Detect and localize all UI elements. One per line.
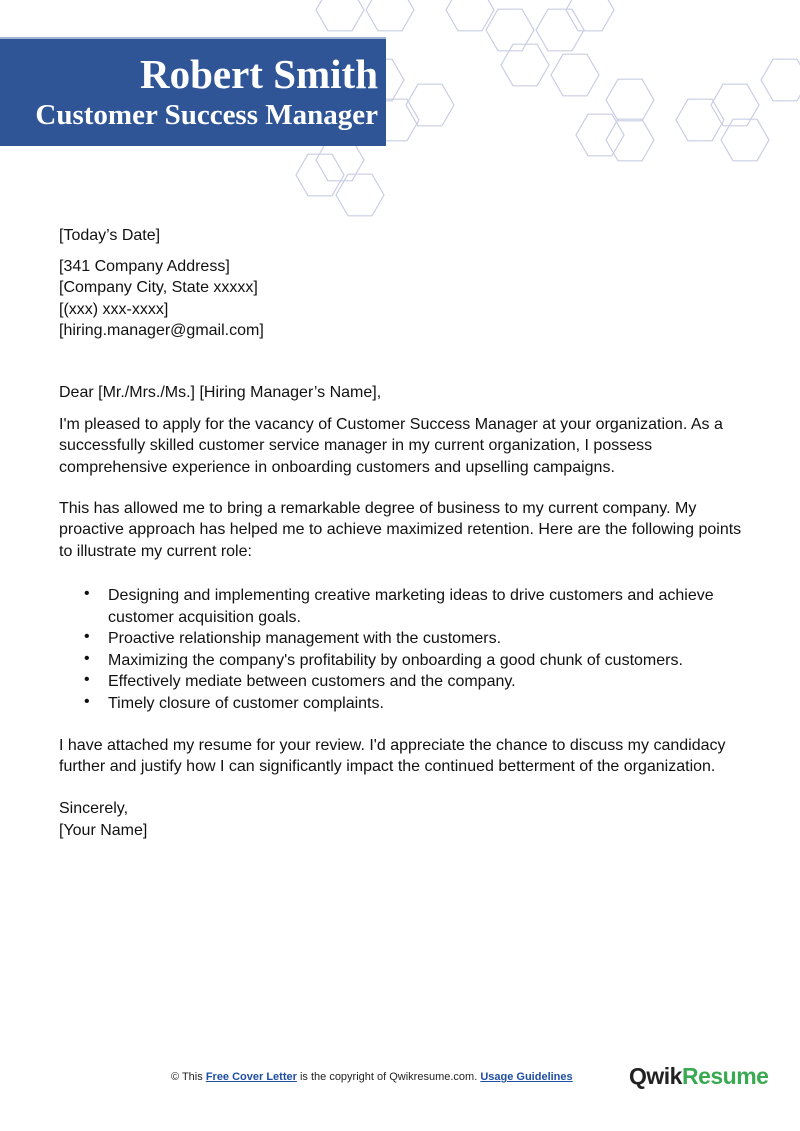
paragraph-line: further and justify how I can significantly impact the continued betterment of the organization. <box>59 758 716 776</box>
bullet-icon: • <box>84 628 90 645</box>
bullet-item: Timely closure of customer complaints. <box>108 694 384 712</box>
address-line: [(xxx) xxx-xxxx] <box>59 300 169 318</box>
bullet-icon: • <box>84 585 90 602</box>
bullet-item: customer acquisition goals. <box>108 608 301 626</box>
hexagon-shape <box>761 59 800 101</box>
hexagon-shape <box>676 99 724 141</box>
bullet-item: Maximizing the company's profitability by onboarding a good chunk of customers. <box>108 651 683 669</box>
qwikresume-logo: QwikResume <box>629 1063 769 1089</box>
free-cover-letter-link[interactable]: Free Cover Letter <box>205 1071 297 1083</box>
bullet-icon: • <box>84 649 90 667</box>
address-line: [341 Company Address] <box>59 258 230 275</box>
bullet-item: Designing and implementing creative marketing ideas to drive customers and achieve <box>108 587 714 604</box>
paragraph-line: I'm pleased to apply for the vacancy of Customer Success Manager at your organization. As a <box>59 416 723 433</box>
paragraph-line: This has allowed me to bring a remarkable degree of business to my current company. My <box>59 500 697 517</box>
signature: [Your Name] <box>59 822 148 839</box>
address-line: [hiring.manager@gmail.com] <box>59 321 264 339</box>
hexagon-shape <box>296 154 344 196</box>
salutation: Dear [Mr./Mrs./Ms.] [Hiring Manager’s Name], <box>59 384 382 401</box>
hexagon-shape <box>606 79 654 121</box>
hexagon-shape <box>566 0 614 31</box>
footer-copyright: © This Free Cover Letter is the copyright of Qwikresume.com. Usage Guidelines <box>171 1071 573 1083</box>
paragraph-line: I have attached my resume for your review. I'd appreciate the chance to discuss my candidacy <box>59 737 726 754</box>
hexagon-shape <box>551 54 599 96</box>
bullet-item: Effectively mediate between customers and the company. <box>108 673 516 690</box>
hexagon-shape <box>446 0 494 31</box>
paragraph-line: successfully skilled customer service manager in my current organization, I possess <box>59 437 653 455</box>
hexagon-shape <box>406 84 454 126</box>
usage-guidelines-link[interactable]: Usage Guidelines <box>480 1071 573 1083</box>
closing: Sincerely, <box>59 800 129 817</box>
date: [Today’s Date] <box>59 227 161 244</box>
hexagon-shape <box>536 9 584 51</box>
job-title: Customer Success Manager <box>35 99 378 131</box>
header-banner <box>0 37 386 146</box>
paragraph-line: comprehensive experience in onboarding customers and upselling campaigns. <box>59 458 615 476</box>
address-line: [Company City, State xxxxx] <box>59 279 258 297</box>
applicant-name: Robert Smith <box>139 51 378 97</box>
bullet-item: Proactive relationship management with the customers. <box>108 630 502 647</box>
bullet-icon: • <box>84 671 90 688</box>
hexagon-shape <box>366 0 414 31</box>
bullet-icon: • <box>84 692 90 710</box>
paragraph-line: proactive approach has helped me to achieve maximized retention. Here are the following points <box>59 521 742 539</box>
paragraph-line: to illustrate my current role: <box>59 542 252 560</box>
hexagon-shape <box>316 0 364 31</box>
